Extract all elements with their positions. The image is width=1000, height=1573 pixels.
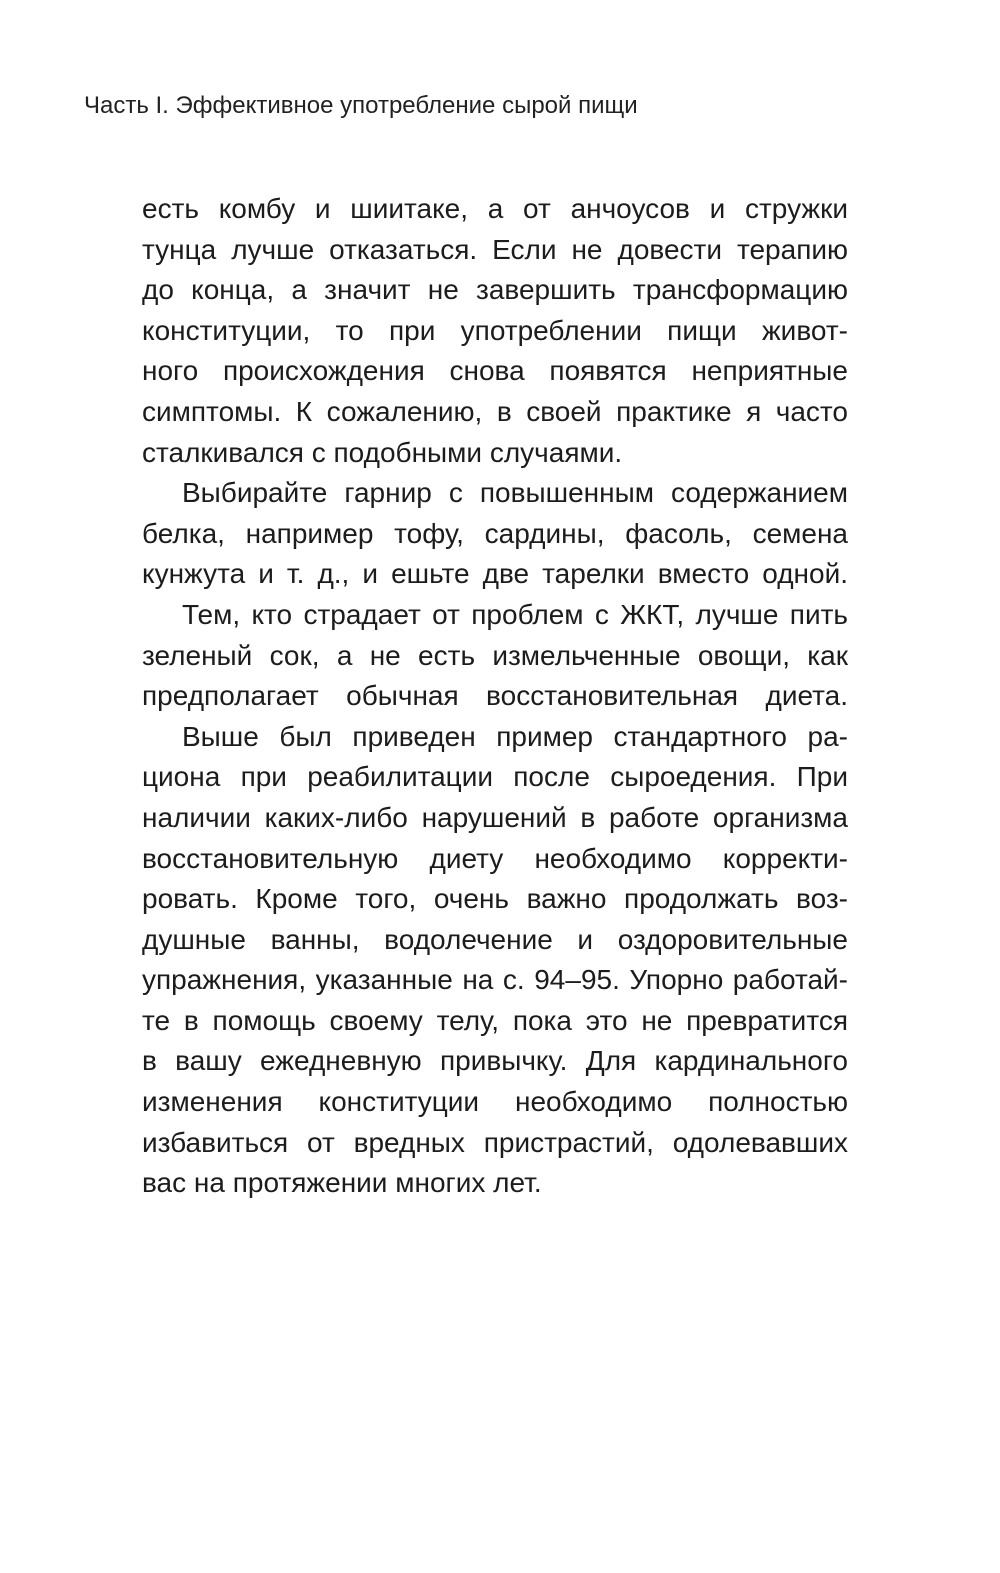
text-line: Выше был приведен пример стандартного ра-: [182, 720, 848, 752]
text-line: восстановительную диету необходимо корректи-: [142, 842, 848, 874]
text-line: Тем, кто страдает от проблем с ЖКТ, лучше пить: [182, 598, 848, 630]
text-line: Выбирайте гарнир с повышенным содержанием: [182, 477, 848, 509]
text-line: в вашу ежедневную привычку. Для кардинального: [142, 1045, 848, 1077]
body-text: [142, 189, 848, 1204]
text-line: зеленый сок, а не есть измельченные овощи, как: [142, 639, 848, 671]
text-line: упражнения, указанные на с. 94–95. Упорно работай-: [142, 964, 848, 996]
text-line: душные ванны, водолечение и оздоровительные: [142, 923, 848, 955]
text-line: тунца лучше отказаться. Если не довести терапию: [142, 233, 848, 265]
text-line: избавиться от вредных пристрастий, одолевавших: [142, 1126, 848, 1158]
text-line: ровать. Кроме того, очень важно продолжать воз-: [142, 883, 848, 915]
text-line: те в помощь своему телу, пока это не превратится: [142, 1004, 848, 1036]
text-line: предполагает обычная восстановительная диета.: [142, 680, 848, 712]
text-line: вас на протяжении многих лет.: [142, 1167, 542, 1199]
text-line: белка, например тофу, сардины, фасоль, семена: [142, 517, 848, 549]
text-line: наличии каких-либо нарушений в работе организма: [142, 801, 848, 833]
text-line: сталкивался с подобными случаями.: [142, 436, 623, 468]
text-line: циона при реабилитации после сыроедения. При: [142, 761, 848, 793]
text-line: ного происхождения снова появятся неприятные: [142, 355, 848, 387]
text-line: конституции, то при употреблении пищи живот-: [142, 314, 848, 346]
text-line: до конца, а значит не завершить трансформацию: [142, 274, 848, 306]
text-line: кунжута и т. д., и ешьте две тарелки вместо одной.: [142, 558, 848, 590]
running-header: Часть I. Эффективное употребление сырой пищи: [84, 92, 638, 119]
text-line: изменения конституции необходимо полностью: [142, 1086, 848, 1118]
text-line: симптомы. К сожалению, в своей практике я часто: [142, 395, 848, 427]
text-line: есть комбу и шиитаке, а от анчоусов и стружки: [142, 193, 848, 224]
